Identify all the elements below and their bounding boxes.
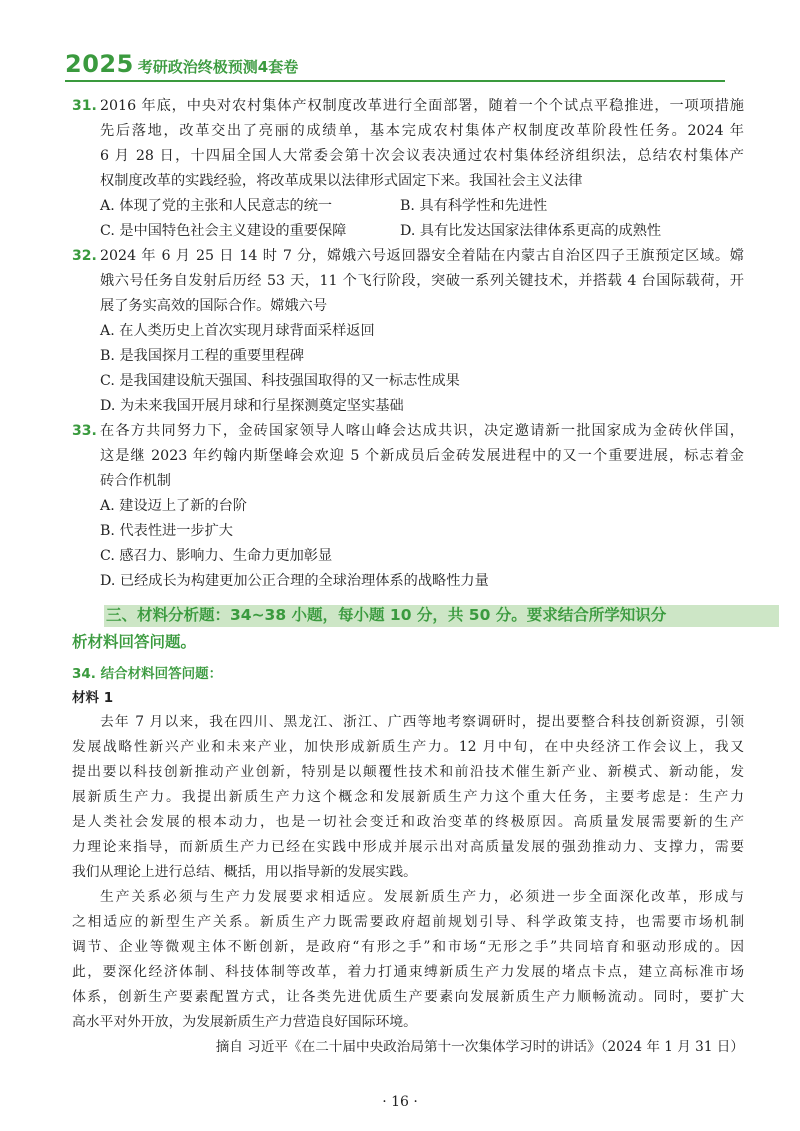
question-31 <box>72 94 744 244</box>
paragraph-line: 展新质生产力。我提出新质生产力这个概念和发展新质生产力这个重大任务，主要考虑是：生产力 <box>72 789 744 805</box>
section-heading-line: 析材料回答问题。 <box>72 633 197 651</box>
paragraph-line: 调节、企业等微观主体不断创新，是政府“有形之手”和市场“无形之手”共同培育和驱动形成的。因 <box>72 939 744 955</box>
section-heading-line: 三、材料分析题：34~38 小题，每小题 10 分，共 50 分。要求结合所学知识分 <box>106 606 667 624</box>
question-number: 32. <box>72 248 97 264</box>
question-stem-line: 展了务实高效的国际合作。嫦娥六号 <box>100 298 328 314</box>
option-a: A. 建设迈上了新的台阶 <box>100 498 247 514</box>
option-d: D. 具有比发达国家法律体系更高的成熟性 <box>400 223 662 239</box>
question-33 <box>72 419 744 594</box>
header-rule <box>65 80 725 82</box>
paragraph-line: 我们从理论上进行总结、概括，用以指导新的发展实践。 <box>72 864 417 880</box>
option-c: C. 是中国特色社会主义建设的重要保障 <box>100 223 347 239</box>
option-a: A. 体现了党的主张和人民意志的统一 <box>100 198 333 214</box>
paragraph-line: 体系，创新生产要素配置方式，让各类先进优质生产要素向发展新质生产力顺畅流动。同时，要扩大 <box>72 989 744 1005</box>
option-b: B. 是我国探月工程的重要里程碑 <box>100 348 304 364</box>
options-row <box>100 219 744 244</box>
option-d: D. 已经成长为构建更加公正合理的全球治理体系的战略性力量 <box>100 573 489 589</box>
paragraph-line: 提出要以科技创新推动产业创新，特别是以颠覆性技术和前沿技术催生新产业、新模式、新动能，发 <box>72 764 744 780</box>
page-content <box>72 94 744 1060</box>
section-heading <box>72 602 744 656</box>
question-stem-line: 2024 年 6 月 25 日 14 时 7 分，嫦娥六号返回器安全着陆在内蒙古自治区四子王旗预定区域。嫦 <box>100 248 744 264</box>
question-stem-line: 6 月 28 日，十四届全国人大常委会第十次会议表决通过农村集体经济组织法，总结农村集体产 <box>100 148 744 164</box>
question-stem-line: 在各方共同努力下，金砖国家领导人喀山峰会达成共识，决定邀请新一批国家成为金砖伙伴国， <box>100 423 744 439</box>
option-c: C. 是我国建设航天强国、科技强国取得的又一标志性成果 <box>100 373 460 389</box>
option-b: B. 代表性进一步扩大 <box>100 523 233 539</box>
question-32 <box>72 244 744 419</box>
material-paragraph-2 <box>72 885 744 1035</box>
options-row <box>100 194 744 219</box>
option-a: A. 在人类历史上首次实现月球背面采样返回 <box>100 323 375 339</box>
question-stem-line: 2016 年底，中央对农村集体产权制度改革进行全面部署，随着一个个试点平稳推进，一项项措施 <box>100 98 744 114</box>
question-number: 31. <box>72 98 97 114</box>
question-number: 33. <box>72 423 97 439</box>
material-source: 摘自 习近平《在二十届中央政治局第十一次集体学习时的讲话》（2024 年 1 月 31 日） <box>215 1039 744 1055</box>
option-b: B. 具有科学性和先进性 <box>400 198 548 214</box>
question-stem-line: 砖合作机制 <box>100 473 171 489</box>
option-c: C. 感召力、影响力、生命力更加彰显 <box>100 548 333 564</box>
header-year: 2025 <box>65 50 134 78</box>
material-paragraph-1 <box>72 710 744 885</box>
paragraph-line: 力理论来指导，而新质生产力已经在实践中形成并展示出对高质量发展的强劲推动力、支撑力，需要 <box>72 839 744 855</box>
paragraph-line: 发展战略性新兴产业和未来产业，加快形成新质生产力。12 月中旬，在中央经济工作会议上，我又 <box>72 739 744 755</box>
question-34-title: 34. 结合材料回答问题： <box>72 666 223 682</box>
paragraph-line: 之相适应的新型生产关系。新质生产力既需要政府超前规划引导、科学政策支持，也需要市场机制 <box>72 914 744 930</box>
paragraph-line: 生产关系必须与生产力发展要求相适应。发展新质生产力，必须进一步全面深化改革，形成与 <box>100 889 744 905</box>
header-title: 考研政治终极预测4套卷 <box>137 58 299 76</box>
page-header <box>65 50 298 80</box>
page-number: · 16 · <box>382 1094 418 1110</box>
option-d: D. 为未来我国开展月球和行星探测奠定坚实基础 <box>100 398 404 414</box>
paragraph-line: 高水平对外开放，为发展新质生产力营造良好国际环境。 <box>72 1014 417 1030</box>
question-stem-line: 这是继 2023 年约翰内斯堡峰会欢迎 5 个新成员后金砖发展进程中的又一个重要进展，标志着金 <box>100 448 744 464</box>
question-stem-line: 权制度改革的实践经验，将改革成果以法律形式固定下来。我国社会主义法律 <box>100 173 583 189</box>
paragraph-line: 是人类社会发展的根本动力，也是一切社会变迁和政治变革的终极原因。高质量发展需要新的生产 <box>72 814 744 830</box>
question-stem-line: 娥六号任务自发射后历经 53 天，11 个飞行阶段，突破一系列关键技术，并搭载 4 台国际载荷，开 <box>100 273 744 289</box>
question-stem-line: 先后落地，改革交出了亮丽的成绩单，基本完成农村集体产权制度改革阶段性任务。2024 年 <box>100 123 744 139</box>
material-title: 材料 1 <box>72 690 114 706</box>
paragraph-line: 去年 7 月以来，我在四川、黑龙江、浙江、广西等地考察调研时，提出要整合科技创新资源，引领 <box>100 714 744 730</box>
paragraph-line: 此，要深化经济体制、科技体制等改革，着力打通束缚新质生产力发展的堵点卡点，建立高标准市场 <box>72 964 744 980</box>
